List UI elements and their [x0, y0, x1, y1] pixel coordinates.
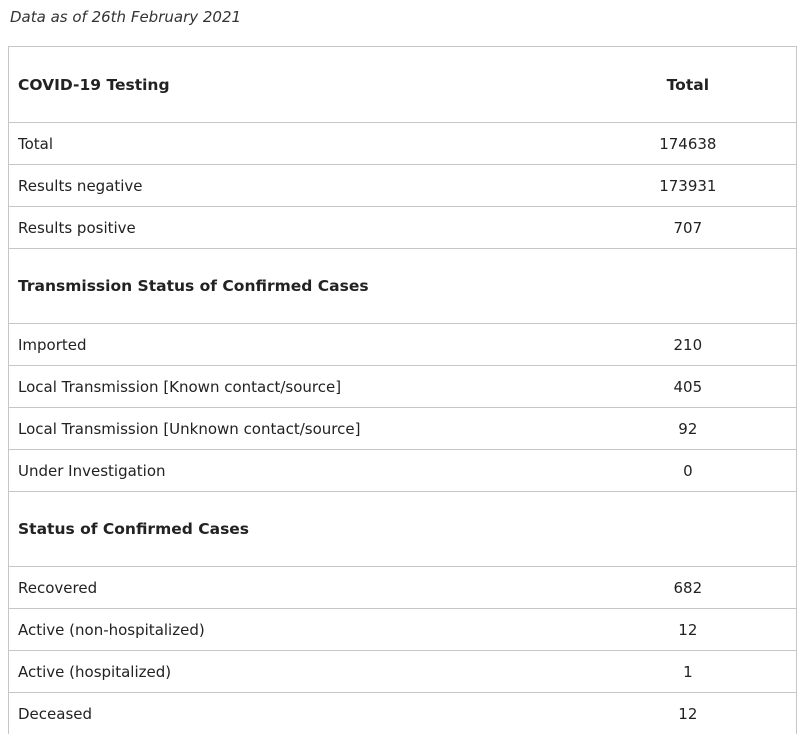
table-row [9, 366, 797, 408]
row-value: 173931 [608, 165, 797, 207]
section-header-status [9, 492, 797, 567]
row-label: Total [9, 123, 608, 165]
table-header-total: Total [608, 47, 797, 123]
table-row [9, 165, 797, 207]
row-value: 174638 [608, 123, 797, 165]
row-value: 0 [608, 450, 797, 492]
row-label: Active (non-hospitalized) [9, 609, 608, 651]
row-value: 1 [608, 651, 797, 693]
table-row [9, 207, 797, 249]
section-label: Transmission Status of Confirmed Cases [9, 249, 608, 324]
table-row [9, 324, 797, 366]
section-value-empty [608, 492, 797, 567]
table-row [9, 450, 797, 492]
table-header-row [9, 47, 797, 123]
row-label: Results positive [9, 207, 608, 249]
row-value: 12 [608, 693, 797, 735]
row-value: 210 [608, 324, 797, 366]
row-label: Results negative [9, 165, 608, 207]
covid-testing-table [8, 46, 797, 734]
table-row [9, 123, 797, 165]
table-row [9, 408, 797, 450]
table-row [9, 693, 797, 735]
section-header-transmission [9, 249, 797, 324]
row-value: 682 [608, 567, 797, 609]
row-label: Under Investigation [9, 450, 608, 492]
row-label: Active (hospitalized) [9, 651, 608, 693]
row-label: Recovered [9, 567, 608, 609]
row-value: 707 [608, 207, 797, 249]
row-label: Local Transmission [Unknown contact/source] [9, 408, 608, 450]
row-value: 12 [608, 609, 797, 651]
section-label: Status of Confirmed Cases [9, 492, 608, 567]
row-label: Imported [9, 324, 608, 366]
table-row [9, 567, 797, 609]
row-value: 92 [608, 408, 797, 450]
data-date-note: Data as of 26th February 2021 [10, 8, 242, 26]
section-value-empty [608, 249, 797, 324]
row-label: Local Transmission [Known contact/source] [9, 366, 608, 408]
table-header-label: COVID-19 Testing [9, 47, 608, 123]
table-row [9, 651, 797, 693]
row-value: 405 [608, 366, 797, 408]
table-row [9, 609, 797, 651]
row-label: Deceased [9, 693, 608, 735]
